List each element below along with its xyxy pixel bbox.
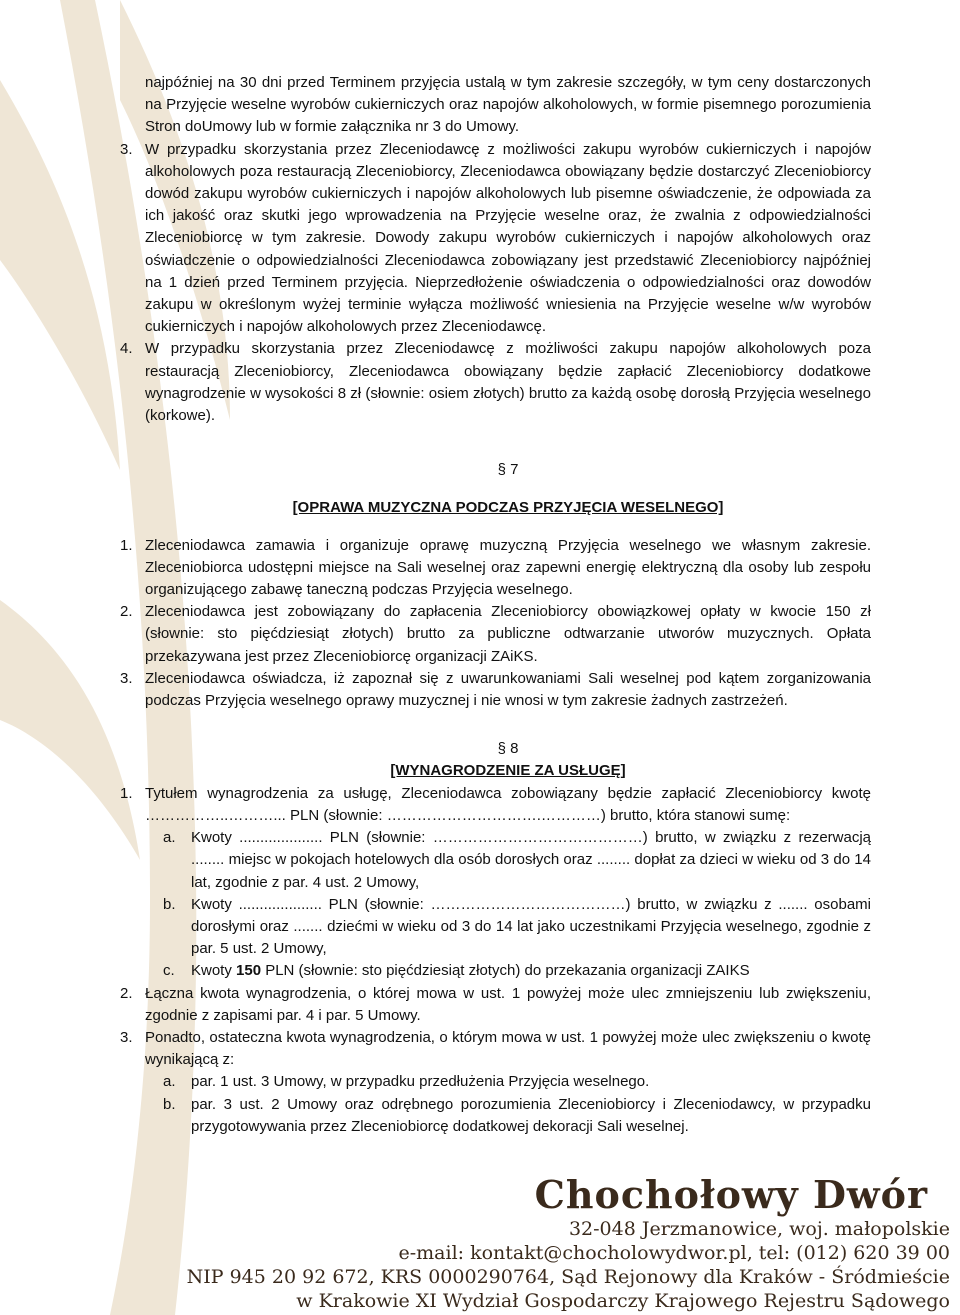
section-title-8: [WYNAGRODZENIE ZA USŁUGĘ] [390,762,626,780]
clause-number: 3. [120,140,133,158]
section7-clause-2 [120,601,871,668]
clause-text: Tytułem wynagrodzenia za usługę, Zleceniodawca zobowiązany będzie zapłacić Zleceniobiorcy kwotę ……………..………... PLN (słownie: ………………………….…………) brutto, która stanowi sumę: [145,784,871,824]
subclause-text: par. 1 ust. 3 Umowy, w przypadku przedłużenia Przyjęcia weselnego. [191,1073,650,1091]
subclause-a [163,827,871,894]
company-registry-2: w Krakowie XI Wydział Gospodarczy Krajowego Rejestru Sądowego [296,1290,950,1312]
section7-clause-1 [120,535,871,602]
letterhead-footer [0,1168,960,1315]
section7-clause-3 [120,668,871,712]
clause-text: Zleceniodawca zamawia i organizuje oprawę muzyczną Przyjęcia weselnego we własnym zakresie. Zleceniobiorca udostępni miejsce na Sali weselnej oraz zapewni energię elektryczną dla osoby lub zespołu organizującego zabawę taneczną podczas Przyjęcia weselnego. [145,536,871,599]
clause-text: Zleceniodawca jest zobowiązany do zapłacenia Zleceniobiorcy obowiązkowej opłaty w kwocie 150 zł (słownie: sto pięćdziesiąt złotych) brutto za publiczne odtwarzanie utworów muzycznych. Opłata przekazywana jest przez Zleceniobiorcę organizacji ZAiKS. [145,603,871,665]
section8-clause-1 [120,783,871,983]
subclause-text-post: PLN (słownie: sto pięćdziesiąt złotych) do przekazania organizacji ZAIKS [261,962,750,980]
section-mark-7: § 7 [497,461,519,479]
section8-clause-2 [120,983,871,1027]
company-address: 32-048 Jerzmanowice, woj. małopolskie [568,1218,950,1240]
clause-number: 1. [120,784,133,802]
company-contact: e-mail: kontakt@chocholowydwor.pl, tel: (012) 620 39 00 [398,1242,950,1264]
subclause-b [163,894,871,961]
clause-number: 2. [120,603,133,621]
fee-amount: 150 [236,962,262,980]
subclause-letter: b. [163,895,176,913]
section-mark-8: § 8 [497,740,519,758]
subclause-a [163,1071,871,1093]
watermark-leaf-lower [0,600,140,860]
subclause-text: par. 3 ust. 2 Umowy oraz odrębnego porozumienia Zleceniobiorcy i Zleceniodawcy, w przypadku przygotowywania przez Zleceniobiorcę dodatkowej dekoracji Sali weselnej. [191,1095,871,1135]
subclause-letter: c. [163,962,175,980]
subclause-letter: b. [163,1095,176,1113]
clause-4 [120,338,871,427]
clause-text: Ponadto, ostateczna kwota wynagrodzenia, o którym mowa w ust. 1 powyżej może ulec zwiększeniu o kwotę wynikającą z: [145,1028,871,1069]
clause-3 [120,139,871,339]
section-title-7: [OPRAWA MUZYCZNA PODCZAS PRZYJĘCIA WESELNEGO] [292,499,724,517]
subclause-text: Kwoty .................... PLN (słownie: ……………………………………) brutto, w związku z rezerwacją ........ miejsc w pokojach hotelowych dla osób dorosłych oraz ........ dopłat za dzieci w wieku od 3 do 14 lat, zgodnie z par. 4 ust. 2 Umowy, [191,829,871,891]
clause-number: 3. [120,669,133,687]
clause-text: W przypadku skorzystania przez Zleceniodawcę z możliwości zakupu wyrobów cukierniczych i napojów alkoholowych poza restauracją Zleceniobiorcy, Zleceniodawca obowiązany będzie dostarczyć Zleceniobiorcy dowód zakupu wyrobów cukierniczych i napojów alkoholowych lub pisemne oświadczenie, że odpowiada za ich jakość oraz skutki jego wprowadzenia na Przyjęcie weselne oraz, że zwalnia z odpowiedzialności Zleceniobiorcę w tym zakresie. Dowody zakupu wyrobów cukierniczych i napojów alkoholowych oraz oświadczenie o odpowiedzialności Zleceniodawca zobowiązany jest przedstawić Zleceniobiorcy najpóźniej na 1 dzień przed Terminem przyjęcia. Nieprzedłożenie oświadczenia o odpowiedzialności oraz dowodów zakupu w określonym wyżej terminie wyłącza możliwość wniesienia na Przyjęcie weselne w/w wyrobów cukierniczych i napojów alkoholowych przez Zleceniodawcę. [145,140,871,336]
clause-text: Łączna kwota wynagrodzenia, o której mowa w ust. 1 powyżej może ulec zmniejszeniu lub zwiększeniu, zgodnie z zapisami par. 4 i par. 5 Umowy. [145,984,871,1024]
document-body [120,72,871,1138]
intro-paragraph: najpóźniej na 30 dni przed Terminem przyjęcia ustalą w tym zakresie szczegóły, w tym ceny dostarczonych na Przyjęcie weselne wyrobów cukierniczych oraz napojów alkoholowych, w formie pisemnego porozumienia Stron doUmowy lub w formie załącznika nr 3 do Umowy. [145,74,871,136]
subclause-text [191,960,871,982]
company-logo: Chochołowy Dwór [534,1172,928,1217]
company-registry-1: NIP 945 20 92 672, KRS 0000290764, Sąd Rejonowy dla Kraków - Śródmieście [186,1266,950,1288]
subclause-c [163,960,871,982]
section8-clause-3 [120,1027,871,1138]
subclause-letter: a. [163,829,176,847]
subclause-letter: a. [163,1073,176,1091]
subclause-text-pre: Kwoty [191,962,237,980]
clause-number: 4. [120,340,133,358]
clause-number: 3. [120,1028,133,1046]
subclause-text: Kwoty .................... PLN (słownie: …………………………………) brutto, w związku z ....... osobami dorosłymi oraz ....... dziećmi w wieku od 3 do 14 lat jako uczestnikami Przyjęcia weselnego, zgodnie z par. 5 ust. 2 Umowy, [191,895,871,958]
subclause-b [163,1094,871,1138]
clause-number: 2. [120,984,133,1002]
clause-text: W przypadku skorzystania przez Zleceniodawcę z możliwości zakupu napojów alkoholowych poza restauracją Zleceniobiorcy, Zleceniodawca obowiązany będzie zapłacić Zleceniobiorcy dodatkowe wynagrodzenie w wysokości 8 zł (słownie: osiem złotych) brutto za każdą osobę dorosłą Przyjęcia weselnego (korkowe). [145,340,871,425]
clause-text: Zleceniodawca oświadcza, iż zapoznał się z uwarunkowaniami Sali weselnej pod kątem zorganizowania podczas Przyjęcia weselnego oprawy muzycznej i nie wnosi w tym zakresie żadnych zastrzeżeń. [145,669,871,710]
clause-number: 1. [120,536,133,554]
